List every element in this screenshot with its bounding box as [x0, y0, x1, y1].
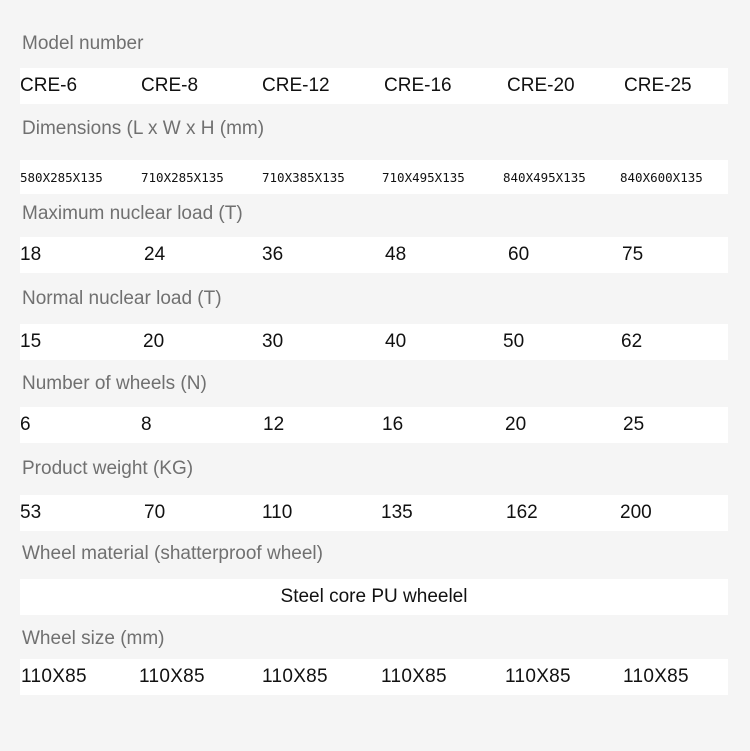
weight-cell: 200	[620, 502, 652, 523]
wheels-cell: 8	[141, 414, 152, 435]
max-load-cell: 75	[622, 244, 644, 265]
wheel-size-cell: 110X85	[262, 666, 328, 687]
normal-load-cell: 30	[262, 331, 284, 352]
wheel-size-row	[20, 659, 728, 695]
weight-label: Product weight (KG)	[22, 458, 194, 479]
normal-load-cell: 62	[621, 331, 643, 352]
normal-load-label: Normal nuclear load (T)	[22, 288, 222, 309]
max-load-cell: 24	[144, 244, 166, 265]
model-cell: CRE-8	[141, 75, 199, 96]
normal-load-cell: 50	[503, 331, 525, 352]
max-load-cell: 36	[262, 244, 284, 265]
wheels-row	[20, 407, 728, 443]
max-load-cell: 60	[508, 244, 530, 265]
model-cell: CRE-6	[20, 75, 78, 96]
wheels-cell: 16	[382, 414, 404, 435]
normal-load-cell: 40	[385, 331, 407, 352]
dimensions-label: Dimensions (L x W x H (mm)	[22, 118, 265, 139]
model-cell: CRE-20	[507, 75, 575, 96]
model-number-row	[20, 68, 728, 104]
wheel-size-cell: 110X85	[139, 666, 205, 687]
dimension-cell: 840X600X135	[620, 169, 703, 185]
model-number-label: Model number	[22, 33, 144, 54]
weight-cell: 70	[144, 502, 166, 523]
wheel-size-cell: 110X85	[21, 666, 87, 687]
normal-load-cell: 15	[20, 331, 42, 352]
weight-cell: 53	[20, 502, 42, 523]
weight-row	[20, 495, 728, 531]
weight-cell: 135	[381, 502, 413, 523]
wheels-cell: 6	[20, 414, 31, 435]
dimension-cell: 840X495X135	[503, 169, 586, 185]
model-cell: CRE-12	[262, 75, 330, 96]
max-load-cell: 48	[385, 244, 407, 265]
wheel-size-cell: 110X85	[505, 666, 571, 687]
dimensions-row	[20, 160, 728, 194]
model-cell: CRE-25	[624, 75, 692, 96]
wheels-label: Number of wheels (N)	[22, 373, 207, 394]
dimension-cell: 710X495X135	[382, 169, 465, 185]
wheel-material-label: Wheel material (shatterproof wheel)	[22, 543, 323, 564]
wheel-size-cell: 110X85	[623, 666, 689, 687]
dimension-cell: 710X285X135	[141, 169, 224, 185]
dimension-cell: 580X285X135	[20, 169, 103, 185]
weight-cell: 162	[506, 502, 538, 523]
wheels-cell: 12	[263, 414, 285, 435]
wheel-size-label: Wheel size (mm)	[22, 628, 165, 649]
normal-load-row	[20, 324, 728, 360]
wheel-material-row	[20, 579, 728, 615]
model-cell: CRE-16	[384, 75, 452, 96]
wheels-cell: 20	[505, 414, 527, 435]
max-load-row	[20, 237, 728, 273]
max-load-cell: 18	[20, 244, 42, 265]
dimension-cell: 710X385X135	[262, 169, 345, 185]
wheels-cell: 25	[623, 414, 645, 435]
normal-load-cell: 20	[143, 331, 165, 352]
weight-cell: 110	[262, 502, 293, 523]
max-load-label: Maximum nuclear load (T)	[22, 203, 243, 224]
wheel-size-cell: 110X85	[381, 666, 447, 687]
wheel-material-value: Steel core PU wheelel	[280, 586, 468, 607]
